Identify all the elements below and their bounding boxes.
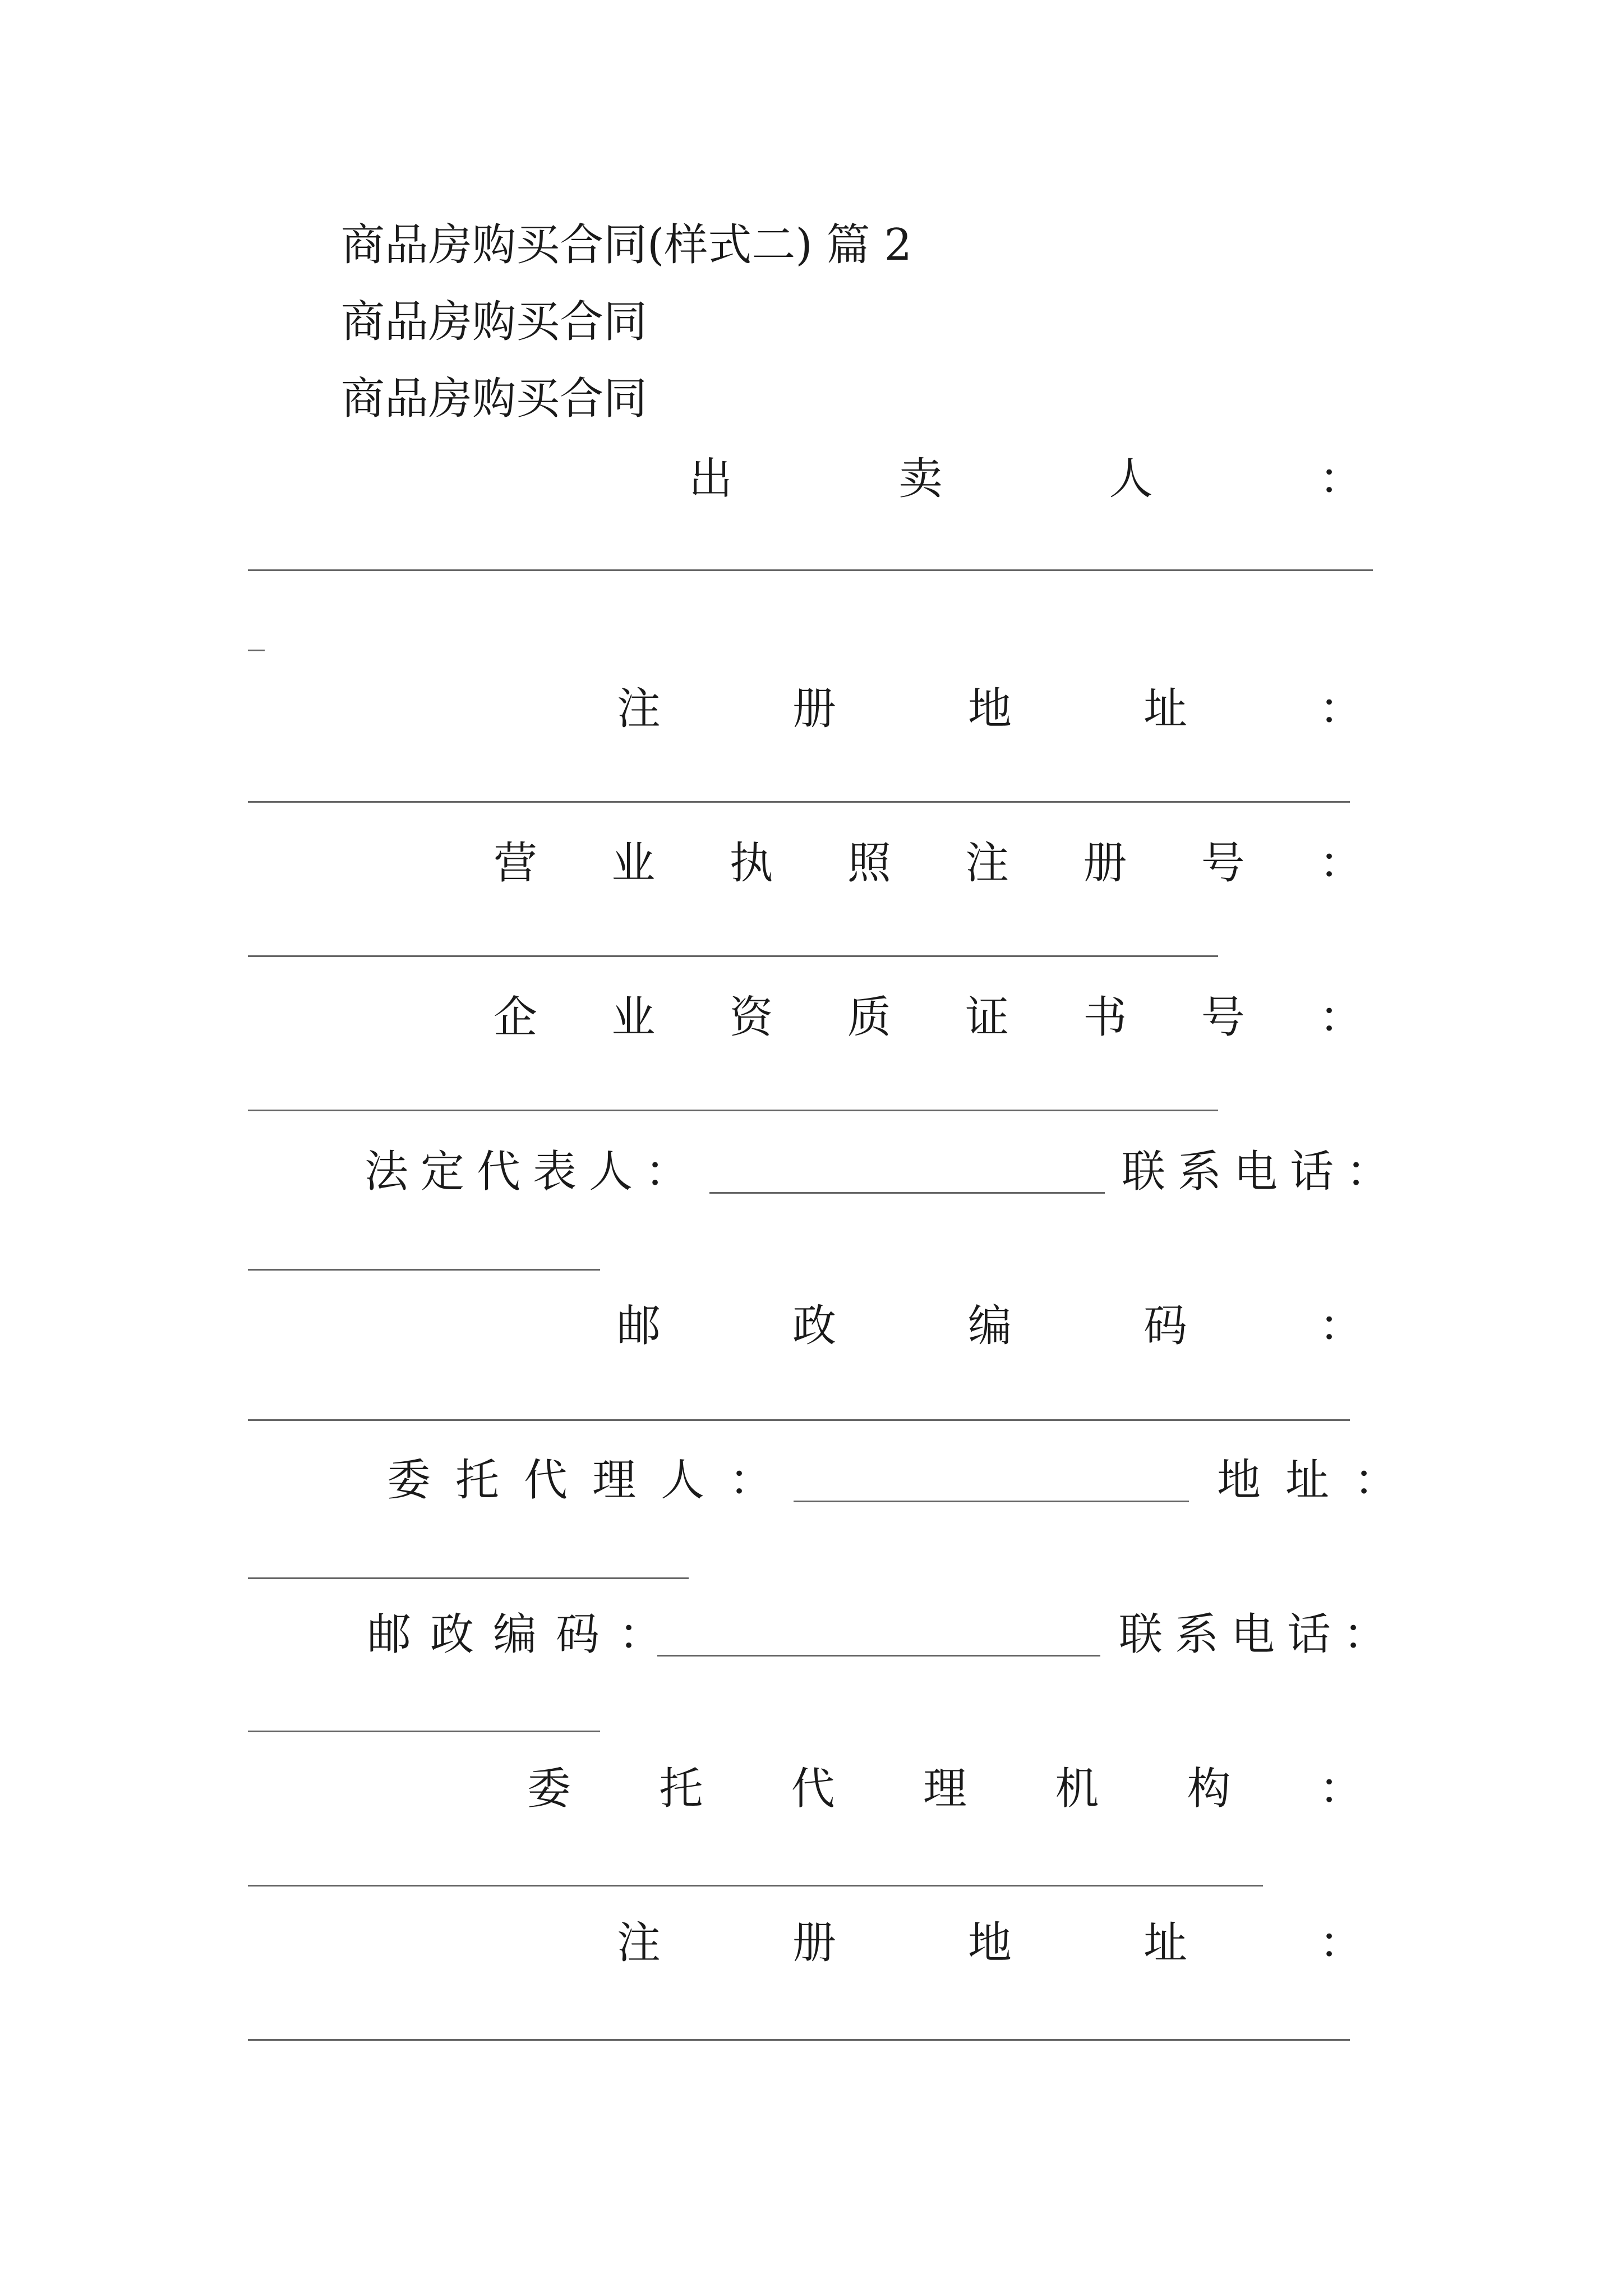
registered-address-label-text-char: ： (1318, 684, 1363, 734)
seller-label-text-char: 卖 (898, 454, 943, 504)
agency-label-text-char: 机 (1055, 1764, 1099, 1814)
postcode-label-text-char: 编 (967, 1301, 1012, 1351)
business-license-label-text-char: 营 (494, 838, 538, 889)
qualification-cert-label-text-char: 企 (494, 992, 538, 1043)
document-title: 商品房购买合同 (341, 297, 648, 347)
qualification-cert-label-text-char: 资 (729, 992, 773, 1043)
phone-blank-line-2 (248, 1731, 600, 1732)
address-blank-line (248, 1577, 689, 1579)
qualification-cert-label-text-char: 书 (1083, 992, 1127, 1043)
registered-address-label-text-char: 址 (1143, 684, 1187, 734)
business-license-label-text-char: 注 (965, 838, 1009, 889)
business-license-label-text-char: 号 (1201, 838, 1245, 889)
business-license-blank-line (248, 955, 1218, 957)
agent-blank-line (794, 1501, 1189, 1502)
agency-label-text-char: 托 (659, 1764, 703, 1814)
qualification-cert-blank-line (248, 1110, 1218, 1111)
qualification-cert-label-text-char: ： (1318, 992, 1363, 1043)
registered-address-label-2-text-char: 注 (617, 1918, 661, 1968)
phone-label: 联系电话： (1122, 1147, 1403, 1197)
seller-blank-line (248, 569, 1373, 571)
registered-address-label-text-char: 注 (617, 684, 661, 734)
seller-blank-line-tail (248, 650, 265, 651)
document-subtitle: 商品房购买合同(样式二) 篇 2 (341, 220, 912, 270)
business-license-label (494, 838, 1363, 889)
registered-address-label-2 (617, 1918, 1363, 1968)
qualification-cert-label-text-char: 号 (1201, 992, 1245, 1043)
postcode-label-text-char: 政 (792, 1301, 836, 1351)
postcode-label-2: 邮政编码： (367, 1609, 682, 1660)
qualification-cert-label-text-char: 质 (847, 992, 891, 1043)
agency-label-text-char: 代 (791, 1764, 835, 1814)
postcode-label-text-char: 码 (1143, 1301, 1187, 1351)
registered-address-label-2-text-char: ： (1318, 1918, 1363, 1968)
qualification-cert-label (494, 992, 1363, 1043)
address-label: 地址： (1217, 1455, 1423, 1506)
seller-label-text-char: 出 (689, 454, 733, 504)
business-license-label-text-char: 业 (611, 838, 656, 889)
agency-blank-line (248, 1885, 1263, 1887)
agency-label-text-char: ： (1318, 1764, 1363, 1814)
postcode-label (617, 1301, 1363, 1351)
postcode-label-text-char: ： (1318, 1301, 1363, 1351)
phone-blank-line (248, 1269, 600, 1271)
registered-address-blank-line-2 (248, 2039, 1350, 2041)
registered-address-label-text-char: 册 (792, 684, 836, 734)
phone-label-2: 联系电话： (1119, 1609, 1400, 1660)
registered-address-label-2-text-char: 址 (1143, 1918, 1187, 1968)
seller-label-text-char: 人 (1109, 454, 1153, 504)
agency-label-text-char: 理 (923, 1764, 967, 1814)
registered-address-label-text-char: 地 (967, 684, 1012, 734)
document-title-repeat: 商品房购买合同 (341, 374, 648, 424)
registered-address-label (617, 684, 1363, 734)
registered-address-blank-line (248, 801, 1350, 803)
registered-address-label-2-text-char: 册 (792, 1918, 836, 1968)
agent-label: 委托代理人： (387, 1455, 798, 1506)
business-license-label-text-char: ： (1318, 838, 1363, 889)
seller-label-text-char: ： (1318, 454, 1363, 504)
agency-label-text-char: 构 (1187, 1764, 1231, 1814)
agency-label-text-char: 委 (527, 1764, 571, 1814)
qualification-cert-label-text-char: 业 (611, 992, 656, 1043)
registered-address-label-2-text-char: 地 (967, 1918, 1012, 1968)
postcode-blank-line (248, 1419, 1350, 1421)
qualification-cert-label-text-char: 证 (965, 992, 1009, 1043)
seller-label (689, 454, 1363, 504)
postcode-blank-line-2 (657, 1655, 1100, 1657)
business-license-label-text-char: 执 (729, 838, 773, 889)
agency-label (527, 1764, 1363, 1814)
postcode-label-text-char: 邮 (617, 1301, 661, 1351)
business-license-label-text-char: 照 (847, 838, 891, 889)
business-license-label-text-char: 册 (1083, 838, 1127, 889)
legal-rep-label: 法定代表人： (365, 1147, 702, 1197)
legal-rep-blank-line (709, 1192, 1105, 1194)
